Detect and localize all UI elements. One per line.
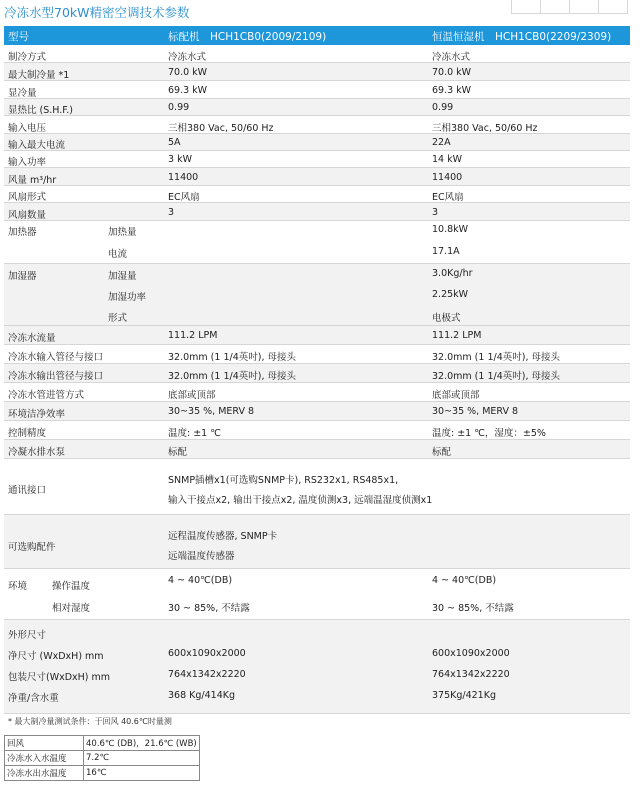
row-label: 控制精度 bbox=[8, 428, 47, 439]
table-row bbox=[4, 186, 630, 203]
standard-value: 3 kW bbox=[168, 154, 192, 165]
row-label: 冷冻水流量 bbox=[8, 333, 56, 344]
standard-value: 69.3 kW bbox=[168, 85, 208, 96]
constant-value: 4 ~ 40℃(DB) bbox=[432, 575, 497, 586]
constant-value: 30 ~ 85%, 不结露 bbox=[432, 603, 514, 614]
constant-value: 111.2 LPM bbox=[432, 330, 482, 341]
row-label: 冷冻水输入管径与接口 bbox=[8, 352, 104, 363]
constant-value: 3 bbox=[432, 207, 439, 218]
row-label: 冷凝水排水泵 bbox=[8, 447, 66, 458]
standard-value: 11400 bbox=[168, 172, 199, 183]
row-label: 显热比 (S.H.F.) bbox=[8, 105, 73, 116]
table-row bbox=[4, 569, 630, 620]
row-label: 输入最大电流 bbox=[8, 140, 66, 151]
row-label: 环境洁净效率 bbox=[8, 409, 66, 420]
comm-interfaces-line: SNMP插槽x1(可选购SNMP卡), RS232x1, RS485x1, bbox=[168, 475, 399, 486]
table-row bbox=[4, 134, 630, 151]
table-row bbox=[4, 440, 630, 459]
constant-value: EC风扇 bbox=[432, 192, 464, 203]
row-label: 显冷量 bbox=[8, 88, 37, 99]
row-label: 输入功率 bbox=[8, 157, 47, 168]
corner-tabs bbox=[512, 0, 628, 14]
constant-value: 标配 bbox=[432, 447, 452, 458]
humidifier-sub-label: 形式 bbox=[108, 313, 128, 324]
table-row bbox=[4, 515, 630, 569]
constant-value: 600x1090x2000 bbox=[432, 648, 510, 659]
row-label: 风扇数量 bbox=[8, 210, 47, 221]
header-standard: 标配机 HCH1CB0(2009/2109) bbox=[168, 31, 327, 43]
optional-accessory-line: 远程温度传感器, SNMP卡 bbox=[168, 531, 278, 542]
footnote: * 最大制冷量测试条件：于回风 40.6℃时量测 bbox=[8, 717, 172, 726]
standard-value: 4 ~ 40℃(DB) bbox=[168, 575, 233, 586]
condition-label: 冷冻水出水温度 bbox=[5, 766, 84, 781]
constant-value: 冷冻水式 bbox=[432, 52, 471, 63]
table-row bbox=[4, 345, 630, 364]
table-row bbox=[4, 326, 630, 345]
heater-sub-label: 加热量 bbox=[108, 227, 137, 238]
constant-value: 32.0mm (1 1/4英吋), 母接头 bbox=[432, 371, 560, 382]
standard-value: 32.0mm (1 1/4英吋), 母接头 bbox=[168, 371, 296, 382]
constant-value: 底部或顶部 bbox=[432, 390, 480, 401]
row-label: 输入电压 bbox=[8, 123, 47, 134]
constant-value: 三相380 Vac, 50/60 Hz bbox=[432, 123, 538, 134]
standard-value: 冷冻水式 bbox=[168, 52, 207, 63]
humidifier-value: 2.25kW bbox=[432, 289, 469, 300]
tab-placeholder bbox=[598, 0, 628, 14]
constant-value: 375Kg/421Kg bbox=[432, 690, 496, 701]
row-label: 可选购配件 bbox=[8, 542, 56, 553]
standard-value: 温度: ±1 ℃ bbox=[168, 428, 221, 439]
table-header bbox=[4, 26, 630, 45]
constant-value: 0.99 bbox=[432, 102, 454, 113]
table-row bbox=[4, 402, 630, 421]
row-label: 包装尺寸(WxDxH) mm bbox=[8, 672, 111, 683]
standard-value: 30 ~ 85%, 不结露 bbox=[168, 603, 250, 614]
table-row bbox=[4, 45, 630, 63]
standard-value: 底部或顶部 bbox=[168, 390, 216, 401]
row-label: 冷冻水输出管径与接口 bbox=[8, 371, 104, 382]
row-label: 冷冻水管进管方式 bbox=[8, 390, 85, 401]
row-label: 外形尺寸 bbox=[8, 630, 47, 641]
header-constant: 恒温恒湿机 HCH1CB0(2209/2309) bbox=[432, 31, 612, 43]
test-conditions-table bbox=[4, 735, 200, 781]
constant-value: 70.0 kW bbox=[432, 67, 472, 78]
table-row bbox=[4, 221, 630, 264]
row-label: 最大制冷量 *1 bbox=[8, 70, 70, 81]
table-row bbox=[4, 364, 630, 383]
constant-value: 14 kW bbox=[432, 154, 463, 165]
standard-value: 三相380 Vac, 50/60 Hz bbox=[168, 123, 274, 134]
constant-value: 69.3 kW bbox=[432, 85, 472, 96]
row-label: 制冷方式 bbox=[8, 52, 47, 63]
row-label: 环境 bbox=[8, 581, 28, 592]
table-row bbox=[4, 116, 630, 134]
standard-value: 600x1090x2000 bbox=[168, 648, 246, 659]
table-row bbox=[4, 264, 630, 326]
table-row bbox=[5, 751, 200, 766]
constant-value: 32.0mm (1 1/4英吋), 母接头 bbox=[432, 352, 560, 363]
table-row bbox=[5, 766, 200, 781]
page-title: 冷冻水型70kW精密空调技术参数 bbox=[4, 5, 190, 20]
env-sub-label: 操作温度 bbox=[52, 581, 91, 592]
condition-value: 40.6℃ (DB)，21.6℃ (WB) bbox=[84, 736, 200, 751]
tab-placeholder bbox=[540, 0, 570, 14]
constant-value: 764x1342x2220 bbox=[432, 669, 510, 680]
standard-value: 32.0mm (1 1/4英吋), 母接头 bbox=[168, 352, 296, 363]
heater-sub-label: 电流 bbox=[108, 249, 128, 260]
heater-value: 17.1A bbox=[432, 246, 460, 257]
tab-placeholder bbox=[511, 0, 541, 14]
heater-value: 10.8kW bbox=[432, 224, 469, 235]
standard-value: EC风扇 bbox=[168, 192, 200, 203]
standard-value: 368 Kg/414Kg bbox=[168, 690, 236, 701]
table-row bbox=[4, 203, 630, 221]
header-model: 型号 bbox=[8, 31, 29, 43]
table-row bbox=[5, 736, 200, 751]
constant-value: 30~35 %, MERV 8 bbox=[432, 406, 519, 417]
standard-value: 111.2 LPM bbox=[168, 330, 218, 341]
tab-placeholder bbox=[569, 0, 599, 14]
constant-value: 11400 bbox=[432, 172, 463, 183]
standard-value: 764x1342x2220 bbox=[168, 669, 246, 680]
standard-value: 70.0 kW bbox=[168, 67, 208, 78]
row-label: 净重/含水重 bbox=[8, 693, 59, 704]
standard-value: 30~35 %, MERV 8 bbox=[168, 406, 255, 417]
table-row bbox=[4, 63, 630, 81]
humidifier-sub-label: 加湿功率 bbox=[108, 292, 147, 303]
table-row bbox=[4, 81, 630, 99]
standard-value: 5A bbox=[168, 137, 181, 148]
table-row bbox=[4, 459, 630, 515]
env-sub-label: 相对湿度 bbox=[52, 603, 91, 614]
condition-value: 16℃ bbox=[84, 766, 200, 781]
humidifier-sub-label: 加湿量 bbox=[108, 271, 137, 282]
row-label: 风扇形式 bbox=[8, 192, 47, 203]
condition-value: 7.2℃ bbox=[84, 751, 200, 766]
table-row bbox=[4, 421, 630, 440]
humidifier-value: 3.0Kg/hr bbox=[432, 268, 473, 279]
condition-label: 回风 bbox=[5, 736, 84, 751]
row-label: 净尺寸 (WxDxH) mm bbox=[8, 651, 104, 662]
optional-accessory-line: 远端温度传感器 bbox=[168, 551, 235, 562]
row-label: 通讯接口 bbox=[8, 485, 47, 496]
constant-value: 温度: ±1 ℃，湿度：±5% bbox=[432, 428, 546, 439]
constant-value: 22A bbox=[432, 137, 451, 148]
row-label: 加热器 bbox=[8, 227, 37, 238]
table-row bbox=[4, 168, 630, 186]
row-label: 风量 m³/hr bbox=[8, 175, 57, 186]
standard-value: 3 bbox=[168, 207, 175, 218]
table-row bbox=[4, 383, 630, 402]
condition-label: 冷冻水入水温度 bbox=[5, 751, 84, 766]
comm-interfaces-line: 输入干接点x2, 输出干接点x2, 温度侦测x3, 远端温湿度侦测x1 bbox=[168, 495, 433, 506]
standard-value: 0.99 bbox=[168, 102, 190, 113]
row-label: 加湿器 bbox=[8, 271, 37, 282]
humidifier-value: 电极式 bbox=[432, 313, 461, 324]
table-row bbox=[4, 151, 630, 168]
table-row bbox=[4, 620, 630, 714]
table-row bbox=[4, 99, 630, 116]
standard-value: 标配 bbox=[168, 447, 188, 458]
